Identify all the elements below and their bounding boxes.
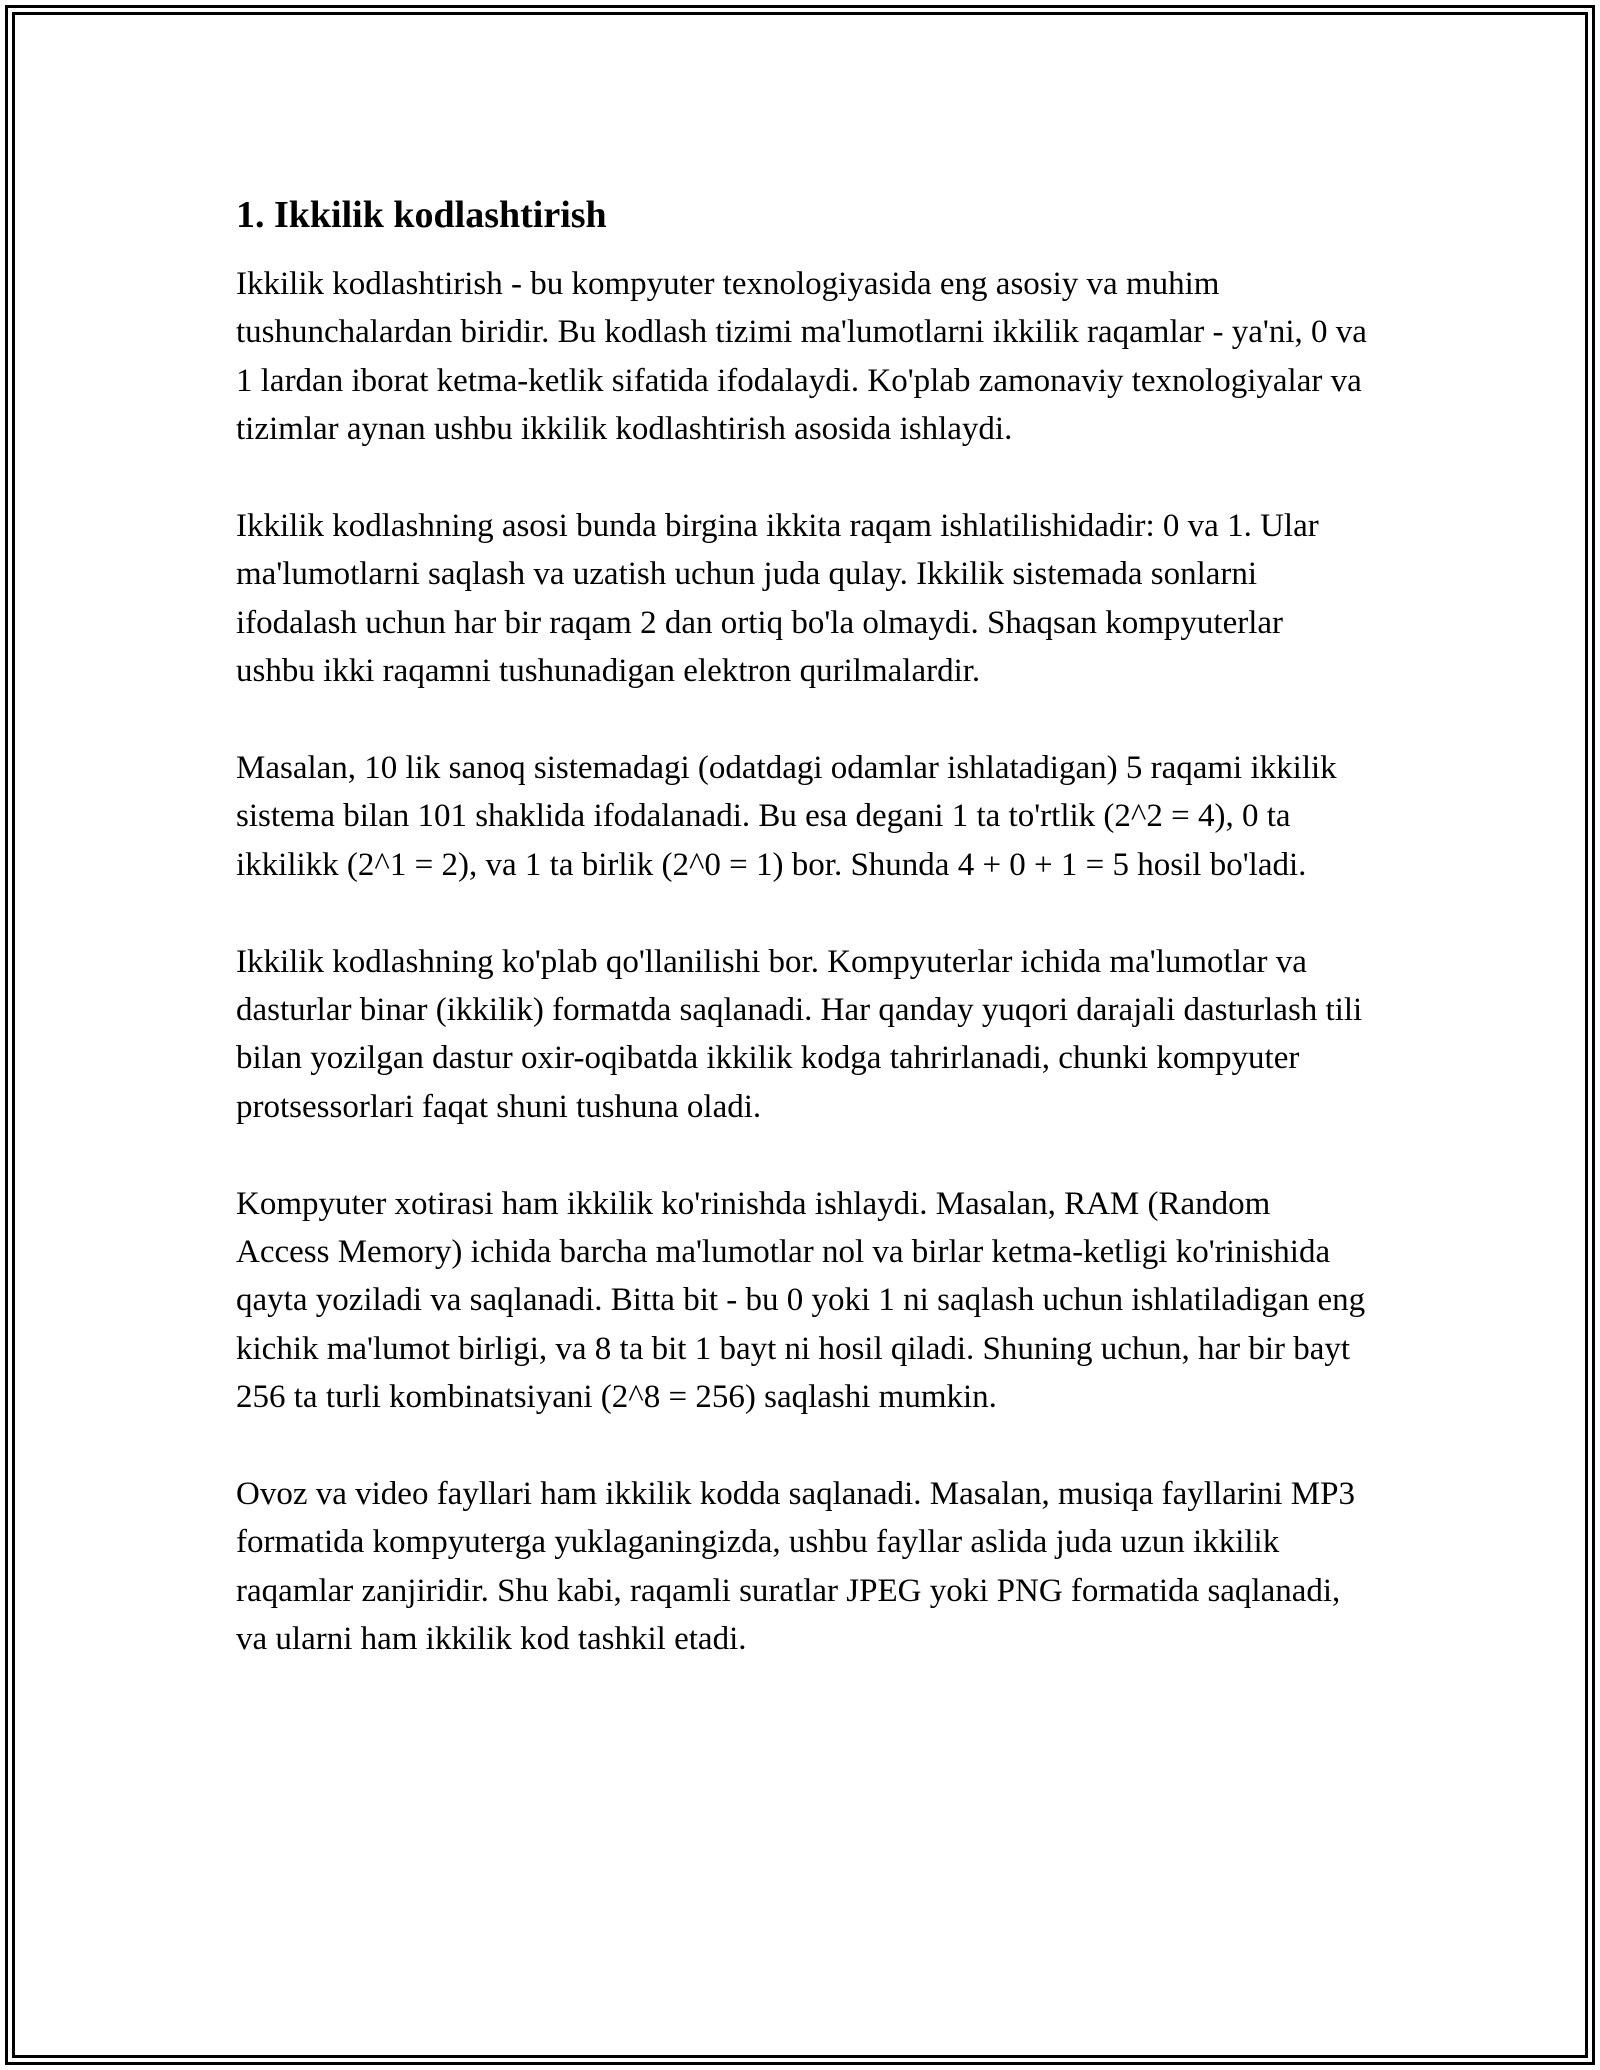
paragraph-intro: Ikkilik kodlashtirish - bu kompyuter texnologiyasida eng asosiy va muhim tushunchalardan biridir. Bu kodlash tizimi ma'lumotlarni ikkilik raqamlar - ya'ni, 0 va 1 lardan iborat ketma-ketlik sifatida ifodalaydi. Ko'plab zamonaviy texnologiyalar va tizimlar aynan ushbu ikkilik kodlashtirish asosida ishlaydi. (236, 266, 1367, 448)
paragraph-memory: Kompyuter xotirasi ham ikkilik ko'rinishda ishlaydi. Masalan, RAM (Random Access Memory) ichida barcha ma'lumotlar nol va birlar ketma-ketligi ko'rinishida qayta yoziladi va saqlanadi. Bitta bit - bu 0 yoki 1 ni saqlash uchun ishlatiladigan eng kichik ma'lumot birligi, va 8 ta bit 1 bayt ni hosil qiladi. Shuning uchun, har bir bayt 256 ta turli kombinatsiyani (2^8 = 256) saqlashi mumkin. (236, 1185, 1366, 1416)
paragraph-applications: Ikkilik kodlashning ko'plab qo'llanilishi bor. Kompyuterlar ichida ma'lumotlar va dasturlar binar (ikkilik) formatda saqlanadi. Har qanday yuqori darajali dasturlash tili bilan yozilgan dastur oxir-oqibatda ikkilik kodga tahrirlanadi, chunki kompyuter protsessorlari faqat shuni tushuna oladi. (236, 943, 1363, 1125)
paragraph-example: Masalan, 10 lik sanoq sistemadagi (odatdagi odamlar ishlatadigan) 5 raqami ikkilik sistema bilan 101 shaklida ifodalanadi. Bu esa degani 1 ta to'rtlik (2^2 = 4), 0 ta ikkilikk (2^1 = 2), va 1 ta birlik (2^0 = 1) bor. Shunda 4 + 0 + 1 = 5 hosil bo'ladi. (236, 750, 1337, 883)
paragraph-media: Ovoz va video fayllari ham ikkilik kodda saqlanadi. Masalan, musiqa fayllarini MP3 formatida kompyuterga yuklaganingizda, ushbu fayllar aslida juda uzun ikkilik raqamlar zanjiridir. Shu kabi, raqamli suratlar JPEG yoki PNG formatida saqlanadi, va ularni ham ikkilik kod tashkil etadi. (236, 1476, 1355, 1658)
document-body (236, 186, 1370, 1664)
section-heading: 1. Ikkilik kodlashtirish (236, 194, 607, 236)
paragraph-basis: Ikkilik kodlashning asosi bunda birgina ikkita raqam ishlatilishidadir: 0 va 1. Ular ma'lumotlarni saqlash va uzatish uchun juda qulay. Ikkilik sistemada sonlarni ifodalash uchun har bir raqam 2 dan ortiq bo'la olmaydi. Shaqsan kompyuterlar ushbu ikki raqamni tushunadigan elektron qurilmalardir. (236, 508, 1319, 690)
